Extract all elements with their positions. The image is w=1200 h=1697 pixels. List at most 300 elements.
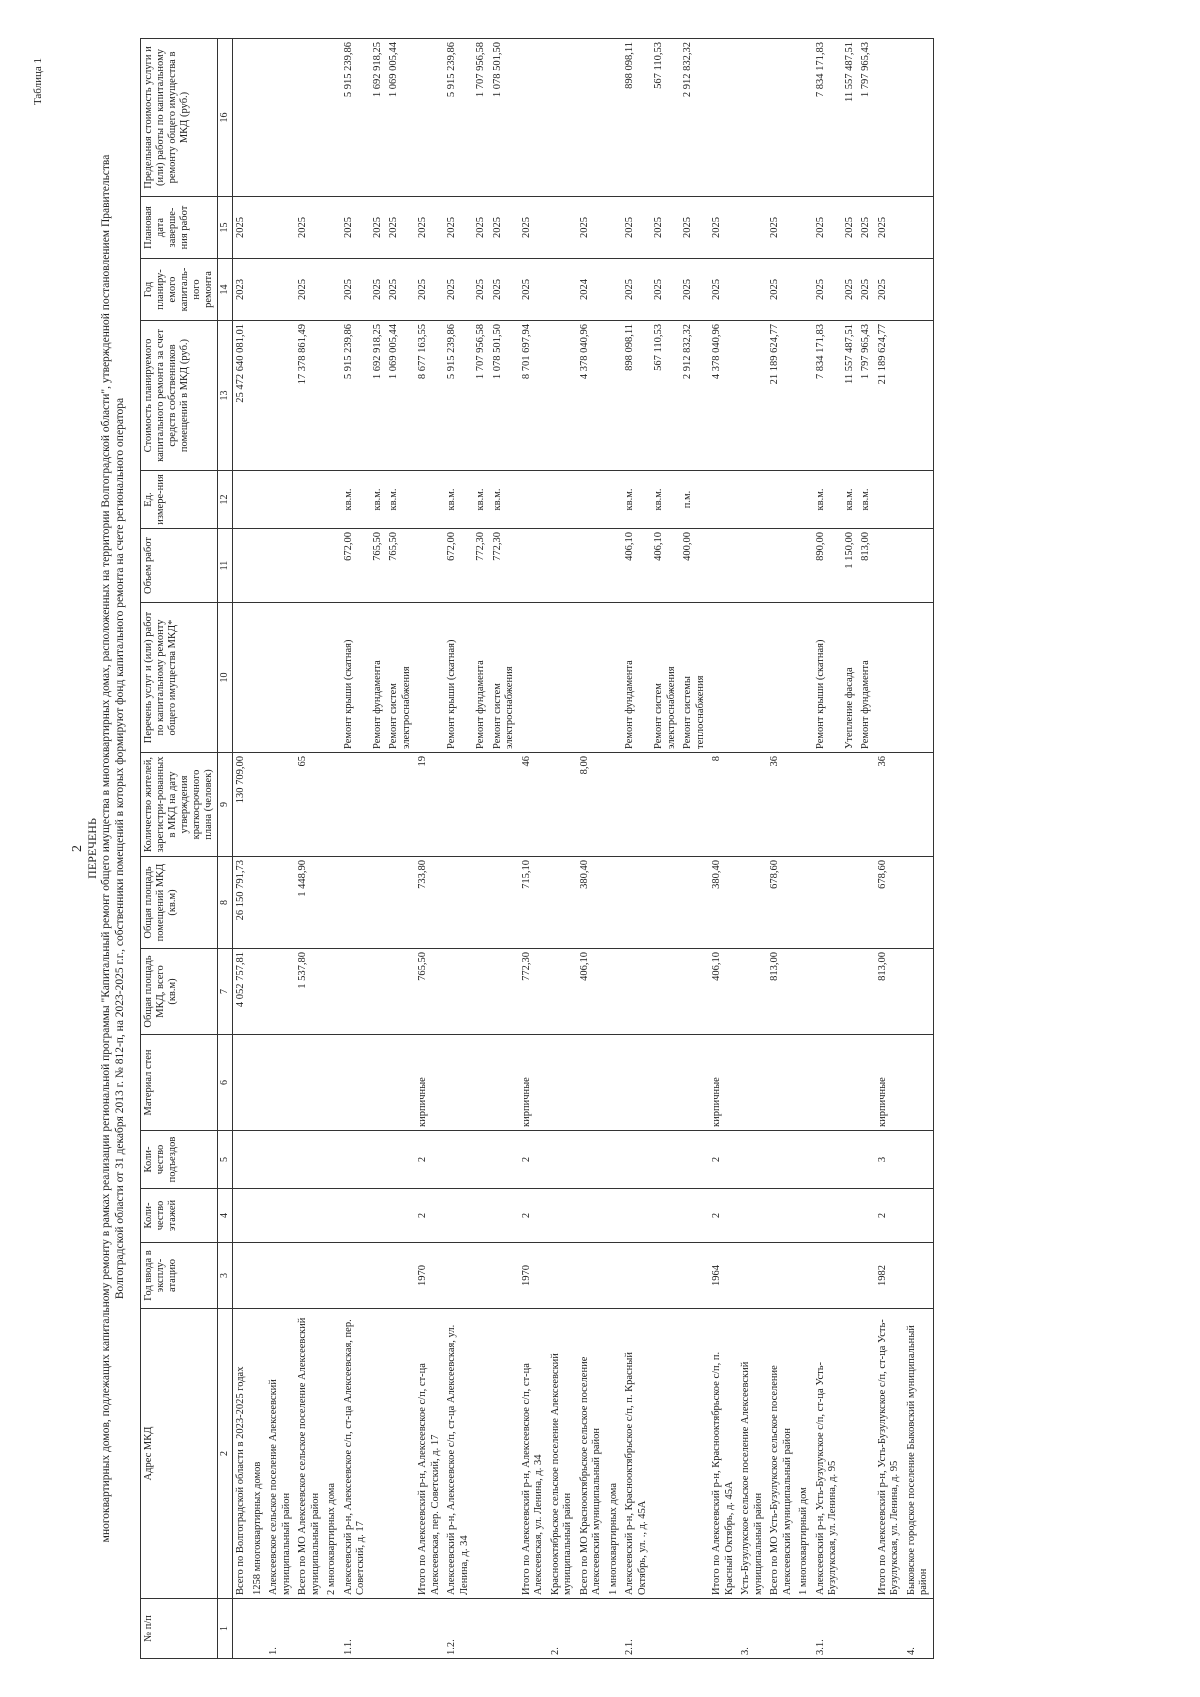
document-title [85,40,127,1657]
table-cell [813,1035,842,1131]
table-cell [295,1131,324,1189]
table-row [415,39,444,1659]
table-cell [548,321,577,471]
table-cell: 4 378 040,96 [709,321,738,471]
table-cell [548,197,577,259]
table-cell [341,1035,370,1131]
table-cell: кв.м. [842,471,859,529]
table-cell: 8,00 [577,753,606,857]
table-cell: 1 069 005,44 [386,39,415,197]
table-cell [875,603,904,753]
table-cell: 772,30 [519,949,548,1035]
table-cell: Алексеевский р-н, Алексеевское с/п, ст-ца Алексеевская, пер. Советский, д. 17 [341,1309,370,1599]
table-cell: 2025 [767,259,796,321]
table-cell [250,1243,267,1309]
table-cell: кирпичные [519,1035,548,1131]
column-header: Год планиру-емого капиталь-ного ремонта [141,259,218,321]
table-cell [444,1189,473,1243]
table-cell: 130 709,00 [233,753,250,857]
table-cell: 406,10 [622,529,651,603]
title-line-3: Волгоградской области от 31 декабря 2013 г. № 812-п, на 2023-2025 г.г., собственники помещений в которых формируют фонд капитального ремонта на счете регионального оператора [114,397,126,1300]
table-cell: 17 378 861,49 [295,321,324,471]
table-cell [266,1131,295,1189]
table-cell [904,197,934,259]
table-cell: 1 069 005,44 [386,321,415,471]
table-cell [548,1035,577,1131]
table-row [444,39,473,1659]
table-cell [250,1131,267,1189]
table-cell [233,1035,250,1131]
table-cell [370,1599,387,1659]
table-cell [738,1243,767,1309]
table-cell [767,603,796,753]
table-cell [519,1599,548,1659]
table-cell [266,1243,295,1309]
table-cell [842,1599,859,1659]
table-cell: кв.м. [386,471,415,529]
table-cell: кирпичные [709,1035,738,1131]
table-cell [875,39,904,197]
table-cell [709,1599,738,1659]
table-cell [606,1035,623,1131]
table-cell [904,603,934,753]
table-cell: 813,00 [858,529,875,603]
table-cell [738,1035,767,1131]
table-cell: 2025 [842,197,859,259]
table-cell [680,753,709,857]
table-cell [490,1189,519,1243]
column-number: 2 [218,1309,233,1599]
table-cell [842,1189,859,1243]
table-cell: кв.м. [622,471,651,529]
table-cell [767,1599,796,1659]
table-cell [796,1189,813,1243]
table-label: Таблица 1 [32,58,44,106]
header-row [141,39,218,1659]
column-number: 1 [218,1599,233,1659]
table-cell [709,603,738,753]
table-cell [386,1243,415,1309]
table-cell [813,949,842,1035]
table-cell [577,1189,606,1243]
table-cell: 1 078 501,50 [490,39,519,197]
table-cell: 1. [266,1599,295,1659]
table-cell [651,1599,680,1659]
table-cell [796,949,813,1035]
table-cell [444,1035,473,1131]
table-cell: Ремонт фундамента [370,603,387,753]
table-row [738,39,767,1659]
table-cell [386,857,415,949]
table-cell [813,1189,842,1243]
table-cell [490,1309,519,1599]
table-cell: 11 557 487,51 [842,321,859,471]
table-cell [370,1131,387,1189]
table-cell: 2. [548,1599,577,1659]
table-cell [606,529,623,603]
table-cell [386,1599,415,1659]
table-cell: Итого по Алексеевский р-н, Краснооктябрьское с/п, п. Красный Октябрь, д. 45А [709,1309,738,1599]
table-row [386,39,415,1659]
table-body [233,39,934,1659]
table-cell: 406,10 [577,949,606,1035]
table-row [548,39,577,1659]
table-cell [796,753,813,857]
table-cell [606,949,623,1035]
table-cell [324,39,341,197]
table-cell: Итого по Алексеевский р-н, Алексеевское с/п, ст-ца Алексеевская, пер. Советский, д. 17 [415,1309,444,1599]
table-cell [386,753,415,857]
table-cell: 2025 [651,259,680,321]
table-cell: 2025 [519,259,548,321]
table-cell [548,471,577,529]
table-cell: 1 150,00 [842,529,859,603]
table-cell: кв.м. [813,471,842,529]
table-cell: 2025 [875,197,904,259]
table-cell [473,1243,490,1309]
table-cell [680,1243,709,1309]
table-cell: 2025 [444,197,473,259]
table-cell [444,857,473,949]
table-cell: Быковское городское поселение Быковский муниципальный район [904,1309,934,1599]
table-cell [341,1131,370,1189]
table-cell: 678,60 [875,857,904,949]
table-cell: 2.1. [622,1599,651,1659]
table-cell: Утепление фасада [842,603,859,753]
table-cell [813,753,842,857]
table-cell: 813,00 [767,949,796,1035]
table-cell: 2025 [842,259,859,321]
table-cell [370,949,387,1035]
table-cell [858,753,875,857]
table-row [473,39,490,1659]
table-cell [796,259,813,321]
table-cell [577,39,606,197]
table-cell [606,321,623,471]
table-cell [233,1189,250,1243]
column-number: 16 [218,39,233,197]
table-cell: 1258 многоквартирных домов [250,1309,267,1599]
table-cell: 1 692 918,25 [370,39,387,197]
table-cell [904,857,934,949]
table-cell: Ремонт крыши (скатная) [341,603,370,753]
table-cell [904,753,934,857]
table-cell: Ремонт фундамента [622,603,651,753]
table-cell [250,603,267,753]
table-cell: 2 912 832,32 [680,39,709,197]
table-cell: 2025 [370,197,387,259]
column-header: Стоимость планируемого капитального ремонта за счет средств собственников помещений в МКД (руб.) [141,321,218,471]
table-row [813,39,842,1659]
table-cell [370,857,387,949]
table-cell [651,1189,680,1243]
table-cell [490,857,519,949]
table-cell [250,1599,267,1659]
column-header: Плановая дата заверше-ния работ [141,197,218,259]
table-cell [796,857,813,949]
table-cell [233,603,250,753]
table-cell [738,321,767,471]
table-cell: Всего по МО Краснооктябрьское сельское поселение Алексеевский муниципальный район [577,1309,606,1599]
table-cell [651,949,680,1035]
table-cell [622,949,651,1035]
table-cell [767,1035,796,1131]
table-cell [606,1599,623,1659]
table-cell: 2 [519,1189,548,1243]
table-cell [842,1131,859,1189]
table-cell [266,949,295,1035]
table-cell: 765,50 [386,529,415,603]
table-cell [250,197,267,259]
table-cell [473,949,490,1035]
column-number: 7 [218,949,233,1035]
table-row [266,39,295,1659]
table-cell [415,471,444,529]
table-cell: Ремонт крыши (скатная) [813,603,842,753]
table-cell [370,753,387,857]
table-cell: 2 [709,1131,738,1189]
column-number: 6 [218,1035,233,1131]
table-cell [548,1243,577,1309]
table-cell [490,753,519,857]
table-row [875,39,904,1659]
table-cell: 3. [738,1599,767,1659]
table-cell: 898 098,11 [622,39,651,197]
table-row [709,39,738,1659]
table-row [490,39,519,1659]
table-cell [738,197,767,259]
table-cell [324,1243,341,1309]
table-cell: 2025 [370,259,387,321]
table-cell: 567 110,53 [651,39,680,197]
table-cell: Итого по Алексеевский р-н, Усть-Бузулукское с/п, ст-ца Усть-Бузулукская, ул. Ленина, д. 95 [875,1309,904,1599]
table-cell: 7 834 171,83 [813,321,842,471]
table-cell [295,1599,324,1659]
table-cell: 2 [875,1189,904,1243]
table-cell [250,259,267,321]
table-cell [473,1035,490,1131]
table-cell [904,259,934,321]
column-header: Общая площадь помещений МКД (кв.м) [141,857,218,949]
table-cell: 2 912 832,32 [680,321,709,471]
table-cell [341,857,370,949]
table-cell [295,471,324,529]
table-cell [606,753,623,857]
table-cell: 1 692 918,25 [370,321,387,471]
table-cell: 3.1. [813,1599,842,1659]
table-cell: 11 557 487,51 [842,39,859,197]
table-cell [386,1035,415,1131]
table-cell [858,949,875,1035]
table-cell [250,321,267,471]
column-header: Материал стен [141,1035,218,1131]
table-cell [738,1189,767,1243]
table-cell [738,259,767,321]
table-cell: 65 [295,753,324,857]
table-cell: 2025 [233,197,250,259]
table-cell [842,857,859,949]
table-cell: 5 915 239,86 [444,321,473,471]
table-cell [622,1243,651,1309]
table-row [904,39,934,1659]
table-cell [324,857,341,949]
table-cell: кв.м. [341,471,370,529]
table-cell: 2025 [386,197,415,259]
column-header: Общая площадь МКД, всего (кв.м) [141,949,218,1035]
table-cell: 2024 [577,259,606,321]
column-header: Коли-чество этажей [141,1189,218,1243]
table-cell: 4. [904,1599,934,1659]
table-cell [606,603,623,753]
table-cell [606,471,623,529]
table-cell [738,949,767,1035]
table-cell [295,1035,324,1131]
table-cell [842,1243,859,1309]
table-cell [548,753,577,857]
table-cell [875,529,904,603]
table-cell: 36 [767,753,796,857]
table-cell [444,1131,473,1189]
table-cell [904,1131,934,1189]
table-row [606,39,623,1659]
table-cell [858,1131,875,1189]
table-cell [904,321,934,471]
table-cell [622,857,651,949]
table-cell [680,949,709,1035]
table-cell [233,1243,250,1309]
table-cell [324,197,341,259]
column-number: 15 [218,197,233,259]
table-cell: Алексеевское сельское поселение Алексеевский муниципальный район [266,1309,295,1599]
table-cell [651,1131,680,1189]
table-cell: 5 915 239,86 [341,321,370,471]
houses-table [140,38,934,1659]
table-row [858,39,875,1659]
table-row [796,39,813,1659]
table-cell: кв.м. [490,471,519,529]
table-cell: 8 [709,753,738,857]
column-header: Предельная стоимость услуги и (или) работы по капитальному ремонту общего имущества в МКД (руб.) [141,39,218,197]
table-row [295,39,324,1659]
table-cell: Всего по МО Усть-Бузулукское сельское поселение Алексеевский муниципальный район [767,1309,796,1599]
table-cell [233,1131,250,1189]
table-cell [341,949,370,1035]
table-cell [904,1035,934,1131]
table-cell [858,1309,875,1599]
table-cell [680,1035,709,1131]
table-cell [680,1131,709,1189]
column-header: Ед. измере-ния [141,471,218,529]
table-cell [738,471,767,529]
table-cell: 19 [415,753,444,857]
table-cell: 2025 [813,197,842,259]
column-number: 13 [218,321,233,471]
table-cell [324,753,341,857]
table-cell: кв.м. [651,471,680,529]
table-cell: 567 110,53 [651,321,680,471]
table-cell [324,321,341,471]
table-cell: кв.м. [858,471,875,529]
table-cell: 1 797 965,43 [858,39,875,197]
table-cell: 406,10 [651,529,680,603]
table-cell [519,529,548,603]
table-cell: 2 многоквартирных дома [324,1309,341,1599]
table-cell [680,857,709,949]
table-cell [904,1189,934,1243]
table-cell [606,197,623,259]
table-cell: 2025 [680,197,709,259]
table-cell: 4 378 040,96 [577,321,606,471]
table-cell [444,1243,473,1309]
table-cell [796,39,813,197]
table-cell: 2023 [233,259,250,321]
column-number: 10 [218,603,233,753]
table-row [577,39,606,1659]
table-cell [295,603,324,753]
table-cell [266,471,295,529]
table-cell [548,949,577,1035]
table-cell [386,949,415,1035]
table-cell: 1 537,80 [295,949,324,1035]
table-cell [295,1243,324,1309]
table-cell [651,1243,680,1309]
table-cell [266,1035,295,1131]
table-cell [519,603,548,753]
header-number-row [218,39,233,1659]
table-cell: 400,00 [680,529,709,603]
table-cell [266,857,295,949]
table-cell: 5 915 239,86 [341,39,370,197]
table-cell: 2025 [519,197,548,259]
table-cell [490,949,519,1035]
table-cell: 2025 [709,259,738,321]
table-cell [858,1599,875,1659]
table-cell: Всего по Волгоградской области в 2023-2025 годах [233,1309,250,1599]
table-cell: 1 многоквартирный дом [796,1309,813,1599]
table-cell [250,471,267,529]
table-cell [324,603,341,753]
table-cell [680,1309,709,1599]
table-cell: 380,40 [577,857,606,949]
table-cell [250,1035,267,1131]
table-cell: кв.м. [473,471,490,529]
table-cell [904,529,934,603]
table-cell [796,1243,813,1309]
table-cell: 1982 [875,1243,904,1309]
table-cell: 1 797 965,43 [858,321,875,471]
table-cell: 2025 [622,197,651,259]
table-cell [548,259,577,321]
table-cell: Итого по Алексеевский р-н, Алексеевское с/п, ст-ца Алексеевская, ул. Ленина, д. 34 [519,1309,548,1599]
table-cell [415,1599,444,1659]
table-cell [324,529,341,603]
table-cell [519,471,548,529]
table-cell: 2025 [415,259,444,321]
column-number: 8 [218,857,233,949]
table-cell [738,529,767,603]
column-number: 4 [218,1189,233,1243]
table-cell: кв.м. [444,471,473,529]
table-cell: 2 [415,1189,444,1243]
table-row [324,39,341,1659]
table-cell: 21 189 624,77 [767,321,796,471]
table-row [341,39,370,1659]
table-cell [842,1309,859,1599]
table-cell [490,1243,519,1309]
column-number: 11 [218,529,233,603]
table-cell: 2025 [709,197,738,259]
table-cell [577,1131,606,1189]
